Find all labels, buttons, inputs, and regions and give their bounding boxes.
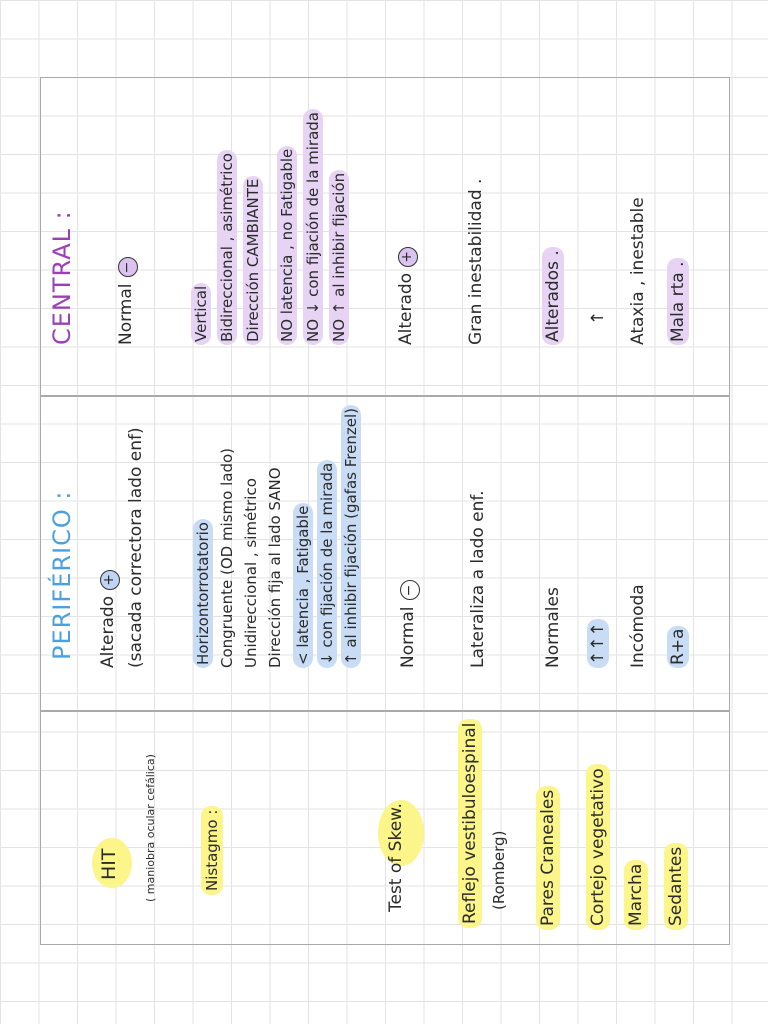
nistagmo-periferico-line-1: Horizontorrotatorio bbox=[196, 519, 211, 668]
marcha-periferico-text: Incómoda bbox=[628, 584, 648, 668]
sedantes-periferico-text: R+a bbox=[670, 626, 687, 668]
nistagmo-central-line-4: NO latencia , no Fatigable bbox=[280, 146, 295, 345]
cortejo-central-text: ↑ bbox=[588, 310, 608, 325]
minus-sign-icon: − bbox=[400, 580, 420, 600]
nistagmo-central-line-6: NO ↑ al inhibir fijación bbox=[332, 170, 347, 345]
nistagmo-central-line-2: Bidireccional , asimétrico bbox=[220, 150, 235, 345]
hit-label: HIT bbox=[98, 848, 120, 880]
nistagmo-periferico-line-7: ↑ al inhibir fijación (gafas Frenzel) bbox=[344, 405, 359, 668]
cortejo-periferico-text: ↑↑↑ bbox=[590, 619, 607, 668]
minus-sign-icon: − bbox=[118, 257, 138, 277]
column-divider-central bbox=[40, 395, 730, 397]
romberg-sublabel: (Romberg) bbox=[490, 830, 508, 910]
romberg-label: Reflejo vestibuloespinal bbox=[462, 719, 479, 928]
sedantes-label: Sedantes bbox=[668, 843, 685, 930]
marcha-label: Marcha bbox=[628, 860, 645, 930]
column-divider-periferico bbox=[40, 710, 730, 712]
romberg-periferico-text: Lateraliza a lado enf. bbox=[468, 490, 488, 668]
periferico-title: PERIFÉRICO : bbox=[48, 490, 76, 660]
nistagmo-periferico-line-4: Dirección fija al lado SANO bbox=[266, 467, 284, 668]
pares-periferico-text: Normales bbox=[543, 587, 563, 668]
romberg-central-text: Gran inestabilidad . bbox=[466, 178, 486, 345]
sedantes-central-text: Mala rta . bbox=[670, 258, 687, 345]
nistagmo-periferico-line-5: < latencia , Fatigable bbox=[296, 503, 311, 668]
pares-label: Pares Craneales bbox=[540, 786, 557, 930]
hit-periferico-text: Alterado+ bbox=[100, 570, 120, 668]
nistagmo-central-line-5: NO ↓ con fijación de la mirada bbox=[306, 109, 321, 345]
hit-sublabel: ( maniobra ocular cefálica) bbox=[144, 754, 157, 902]
nistagmo-label: Nistagmo : bbox=[205, 806, 220, 895]
nistagmo-central-line-3: Dirección CAMBIANTE bbox=[246, 176, 261, 345]
nistagmo-periferico-line-3: Unidireccional , simétrico bbox=[242, 478, 260, 668]
central-title: CENTRAL : bbox=[48, 210, 76, 345]
pares-central-text: Alterados . bbox=[545, 247, 562, 345]
cortejo-label: Cortejo vegetativo bbox=[590, 764, 607, 930]
marcha-central-text: Ataxia , inestable bbox=[628, 197, 648, 345]
skew-periferico-text: Normal− bbox=[400, 580, 420, 668]
hit-central-text: Normal− bbox=[118, 257, 138, 345]
nistagmo-periferico-line-2: Congruente (OD mismo lado) bbox=[218, 447, 236, 668]
nistagmo-central-line-1: Vertical bbox=[194, 283, 209, 345]
nistagmo-periferico-line-6: ↓ con fijación de la mirada bbox=[320, 460, 335, 668]
hit-periferico-note: (sacada correctora lado enf) bbox=[126, 427, 146, 668]
skew-central-text: Alterado+ bbox=[398, 247, 418, 345]
plus-sign-icon: + bbox=[398, 247, 418, 267]
plus-sign-icon: + bbox=[100, 570, 120, 590]
skew-label: Test of Skew. bbox=[386, 803, 406, 912]
